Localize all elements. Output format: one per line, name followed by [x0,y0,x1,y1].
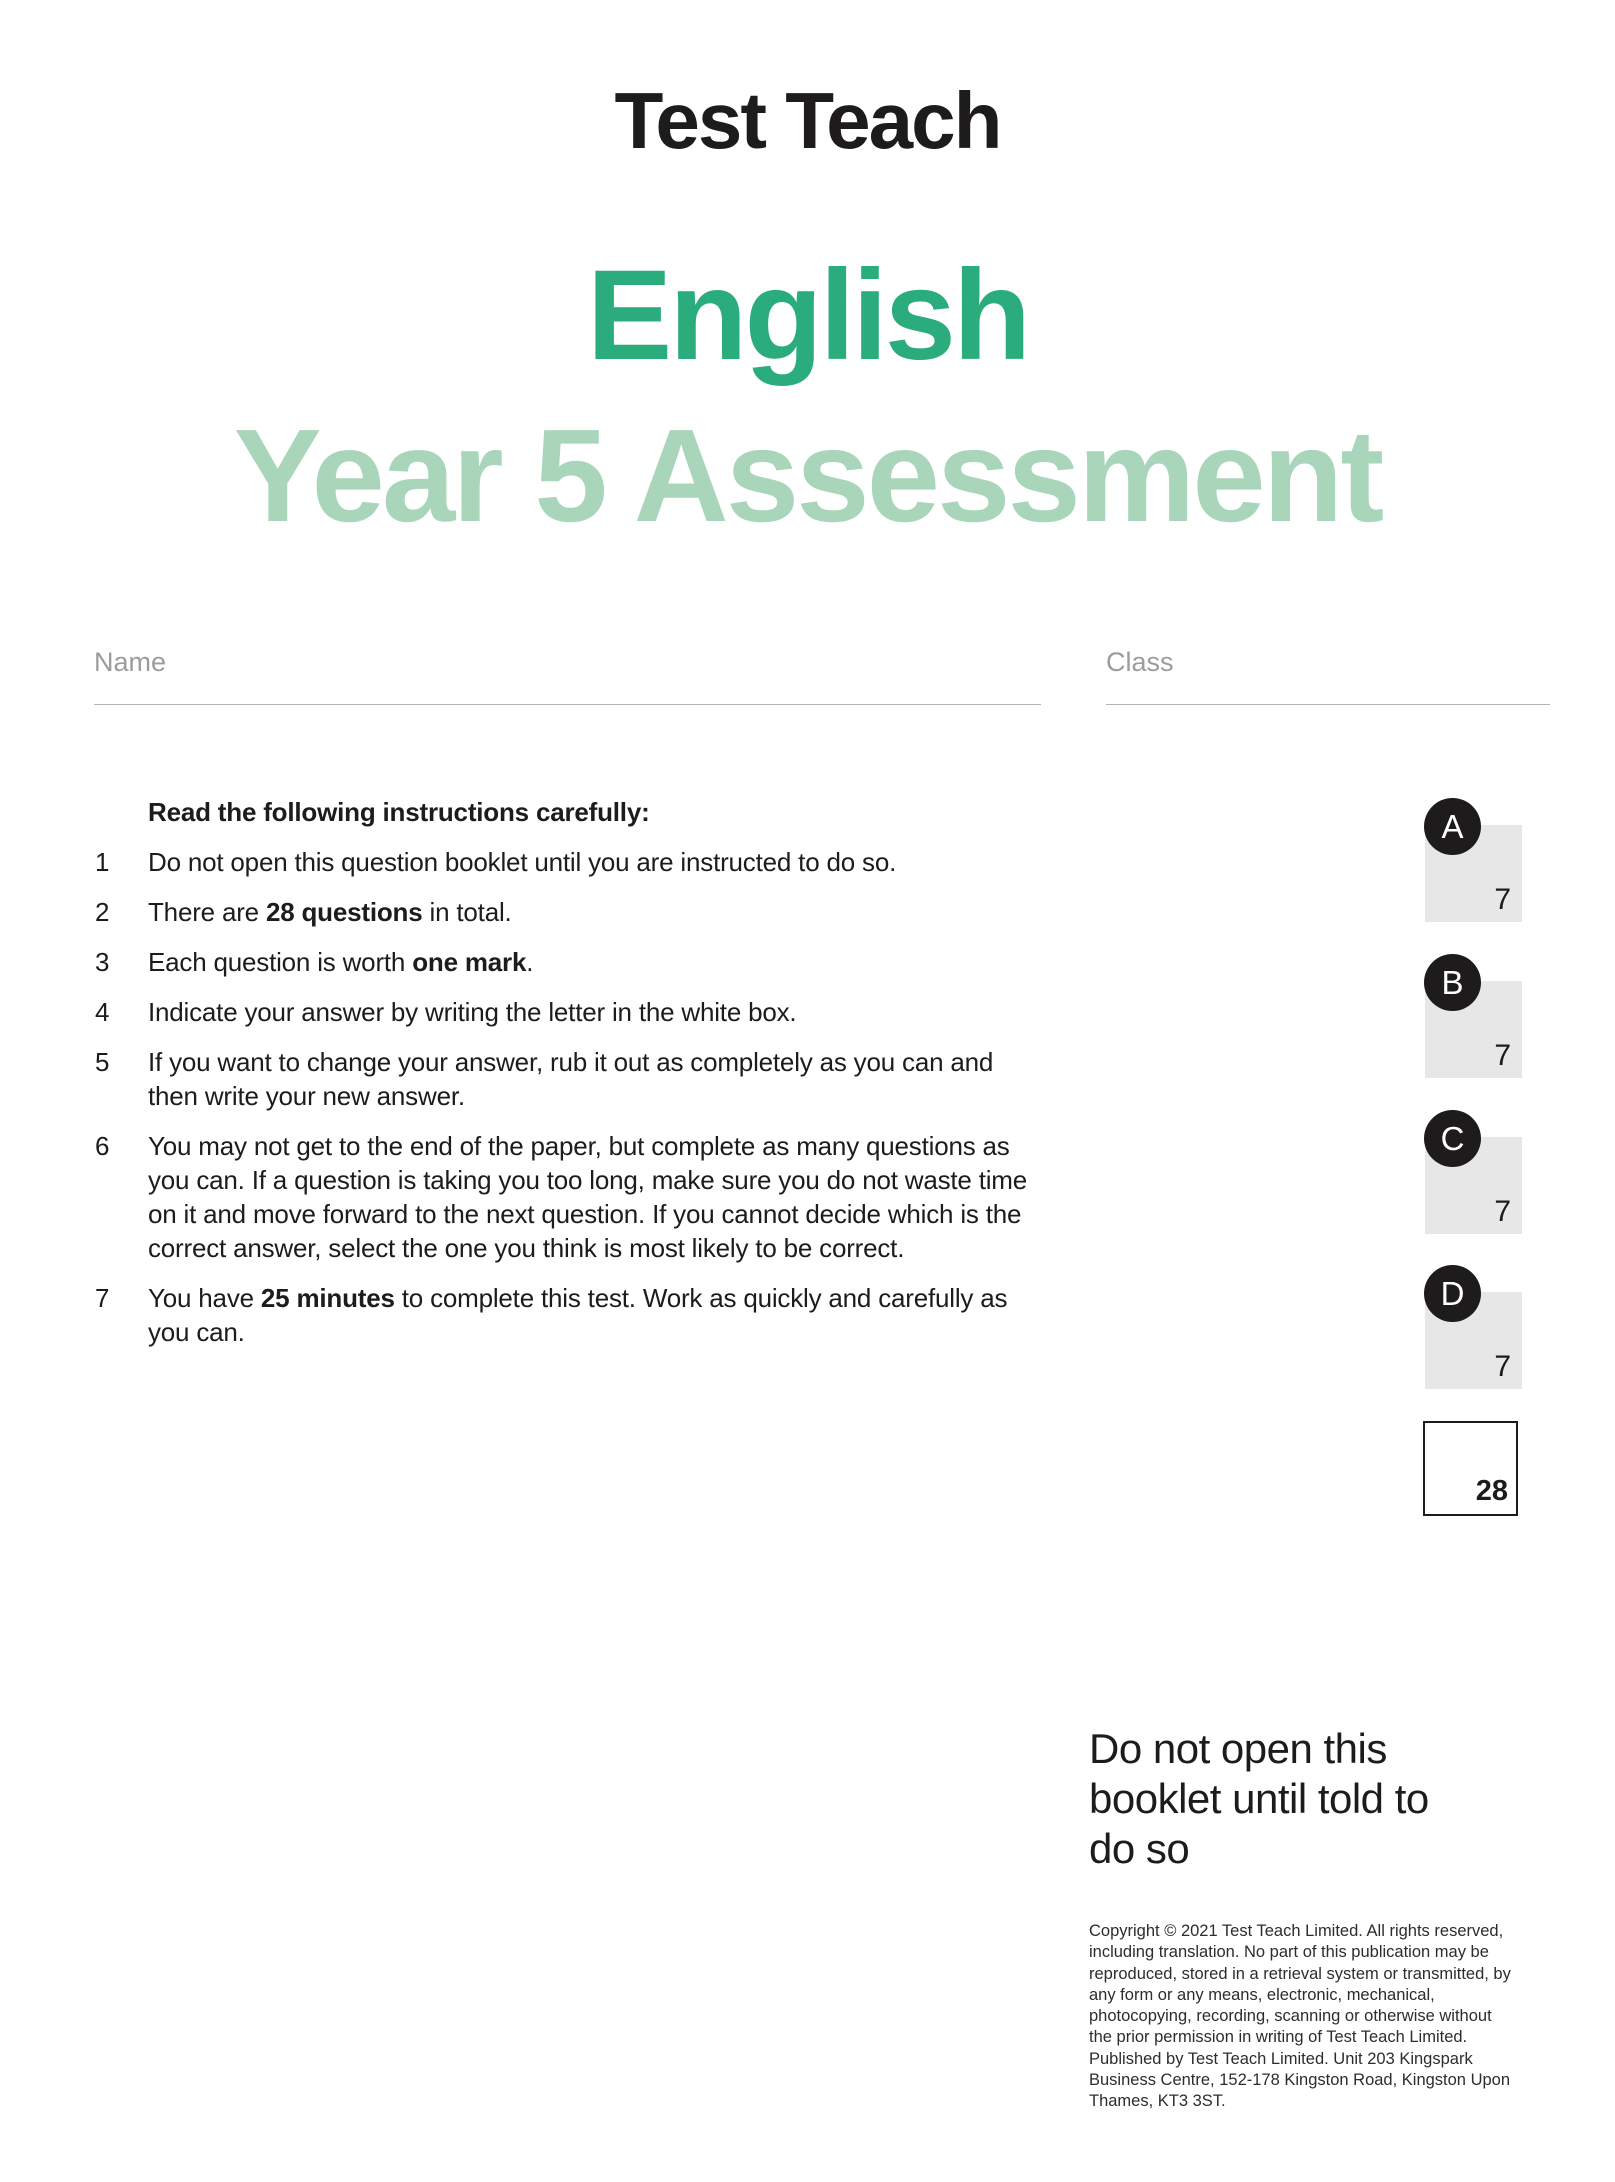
instruction-item [95,845,1055,879]
instruction-number: 5 [95,1047,110,1077]
section-marks-value: 7 [1494,1039,1511,1072]
section-letter-badge: C [1424,1110,1481,1167]
instruction-item [95,1045,1055,1113]
section-letter-badge: B [1424,954,1481,1011]
section-marks-value: 7 [1494,883,1511,916]
copyright-text: Copyright © 2021 Test Teach Limited. All rights reserved, including translation. No part of this publication may be reproduced, stored in a retrieval system or transmitted, by any form or any means, electronic, mechanical, photocopying, recording, scanning or otherwise without the prior permission in writing of Test Teach Limited. Published by Test Teach Limited. Unit 203 Kingspark Business Centre, 152-178 Kingston Road, Kingston Upon Thames, KT3 3ST. [1089,1922,1511,2111]
instruction-number: 3 [95,947,110,977]
name-field-line [94,704,1041,705]
instruction-text: There are 28 questions in total. [148,897,512,927]
marks-section-b [1425,963,1522,1078]
assessment-title: Year 5 Assessment [233,402,1382,549]
marks-section-d [1425,1274,1522,1389]
instruction-number: 2 [95,897,110,927]
instruction-item [95,1281,1055,1349]
marks-section-a [1425,807,1522,922]
instruction-number: 4 [95,997,110,1027]
instruction-text: Do not open this question booklet until you are instructed to do so. [148,847,897,877]
instruction-text: Indicate your answer by writing the letter in the white box. [148,997,797,1027]
instruction-text: You may not get to the end of the paper, but complete as many questions as you can. If a question is taking you too long, make sure you do not waste time on it and move forward to the next question. If you cannot decide which is the correct answer, select the one you think is most likely to be correct. [148,1131,1028,1263]
marks-section-c [1425,1119,1522,1234]
instruction-number: 7 [95,1283,110,1313]
instructions-heading: Read the following instructions carefully: [148,797,650,827]
total-marks-box [1423,1421,1518,1516]
class-field-label: Class [1106,647,1174,677]
instructions-list [95,845,1055,1349]
section-marks-value: 7 [1494,1350,1511,1383]
section-marks-value: 7 [1494,1195,1511,1228]
section-letter-badge: A [1424,798,1481,855]
instructions-block [95,795,1055,1365]
instruction-item [95,895,1055,929]
instruction-number: 1 [95,847,110,877]
instruction-text: Each question is worth one mark. [148,947,534,977]
instruction-item [95,1129,1055,1265]
total-marks-value: 28 [1475,1475,1508,1507]
do-not-open-notice: Do not open this booklet until told to do so [1089,1725,1429,1872]
instruction-text: If you want to change your answer, rub it out as completely as you can and then write your new answer. [148,1047,994,1111]
subject-title: English [586,244,1029,387]
class-field-line [1106,704,1550,705]
section-letter-badge: D [1424,1265,1481,1322]
name-field-label: Name [94,647,167,677]
instruction-text: You have 25 minutes to complete this test. Work as quickly and carefully as you can. [148,1283,1008,1347]
instruction-item [95,995,1055,1029]
brand-logo: Test Teach [614,76,1001,165]
instruction-item [95,945,1055,979]
instruction-number: 6 [95,1131,110,1161]
